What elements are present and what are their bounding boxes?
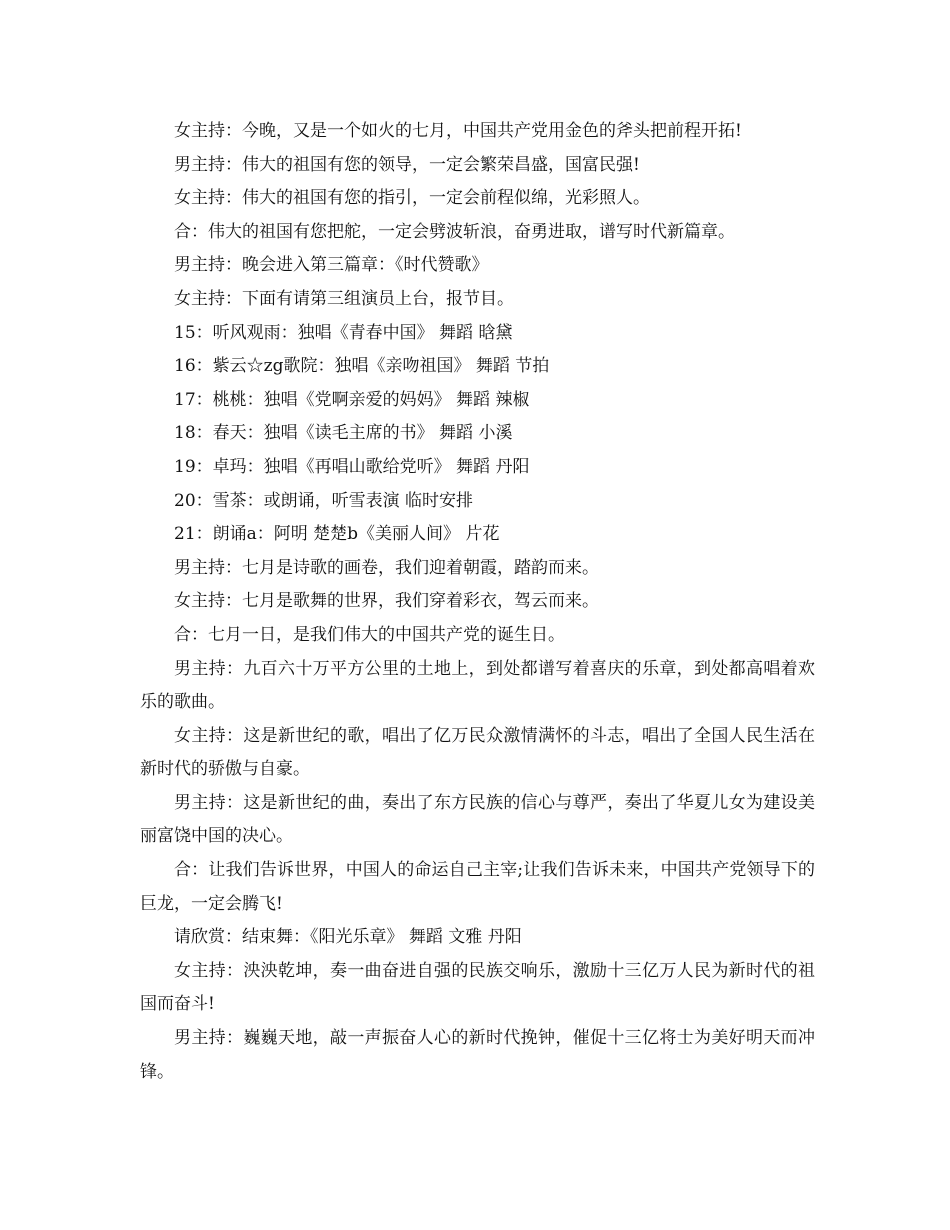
paragraph: 男主持：九百六十万平方公里的土地上，到处都谱写着喜庆的乐章，到处都高唱着欢乐的歌曲。 <box>140 658 815 713</box>
program-item: 18：春天：独唱《读毛主席的书》 舞蹈 小溪 <box>174 423 513 444</box>
paragraph: 女主持：泱泱乾坤，奏一曲奋进自强的民族交响乐，激励十三亿万人民为新时代的祖国而奋斗! <box>140 960 815 1015</box>
paragraph: 男主持：晚会进入第三篇章：《时代赞歌》 <box>174 255 489 276</box>
document-body <box>140 115 815 1089</box>
paragraph: 男主持：伟大的祖国有您的领导，一定会繁荣昌盛，国富民强! <box>174 154 640 175</box>
program-item: 15：听风观雨：独唱《青春中国》 舞蹈 晗黛 <box>174 322 513 343</box>
program-item: 17：桃桃：独唱《党啊亲爱的妈妈》 舞蹈 辣椒 <box>174 389 530 410</box>
paragraph: 合：七月一日，是我们伟大的中国共产党的诞生日。 <box>174 624 565 645</box>
paragraph: 合：让我们告诉世界，中国人的命运自己主宰;让我们告诉未来，中国共产党领导下的巨龙，一定会腾飞! <box>140 860 815 914</box>
paragraph: 女主持：今晚，又是一个如火的七月，中国共产党用金色的斧头把前程开拓! <box>174 121 742 141</box>
paragraph: 女主持：这是新世纪的歌，唱出了亿万民众激情满怀的斗志，唱出了全国人民生活在新时代的骄傲与自豪。 <box>140 725 815 780</box>
paragraph: 男主持：这是新世纪的曲，奏出了东方民族的信心与尊严，奏出了华夏儿女为建设美丽富饶中国的决心。 <box>140 792 815 847</box>
paragraph: 合：伟大的祖国有您把舵，一定会劈波斩浪，奋勇进取，谱写时代新篇章。 <box>174 221 735 242</box>
program-item: 21：朗诵a：阿明 楚楚b《美丽人间》 片花 <box>174 524 500 545</box>
paragraph: 女主持：下面有请第三组演员上台，报节目。 <box>174 288 514 309</box>
paragraph: 男主持：巍巍天地，敲一声振奋人心的新时代挽钟，催促十三亿将士为美好明天而冲锋。 <box>140 1028 815 1082</box>
program-item: 16：紫云☆zg歌院：独唱《亲吻祖国》 舞蹈 节拍 <box>174 356 550 377</box>
program-item: 20：雪茶：或朗诵，听雪表演 临时安排 <box>174 490 474 511</box>
paragraph: 女主持：七月是歌舞的世界，我们穿着彩衣，驾云而来。 <box>174 591 599 612</box>
paragraph: 男主持：七月是诗歌的画卷，我们迎着朝霞，踏韵而来。 <box>174 557 599 578</box>
program-item: 19：卓玛：独唱《再唱山歌给党听》 舞蹈 丹阳 <box>174 456 530 477</box>
paragraph: 女主持：伟大的祖国有您的指引，一定会前程似绵，光彩照人。 <box>174 188 650 209</box>
program-item: 请欣赏：结束舞：《阳光乐章》 舞蹈 文雅 丹阳 <box>174 927 522 948</box>
